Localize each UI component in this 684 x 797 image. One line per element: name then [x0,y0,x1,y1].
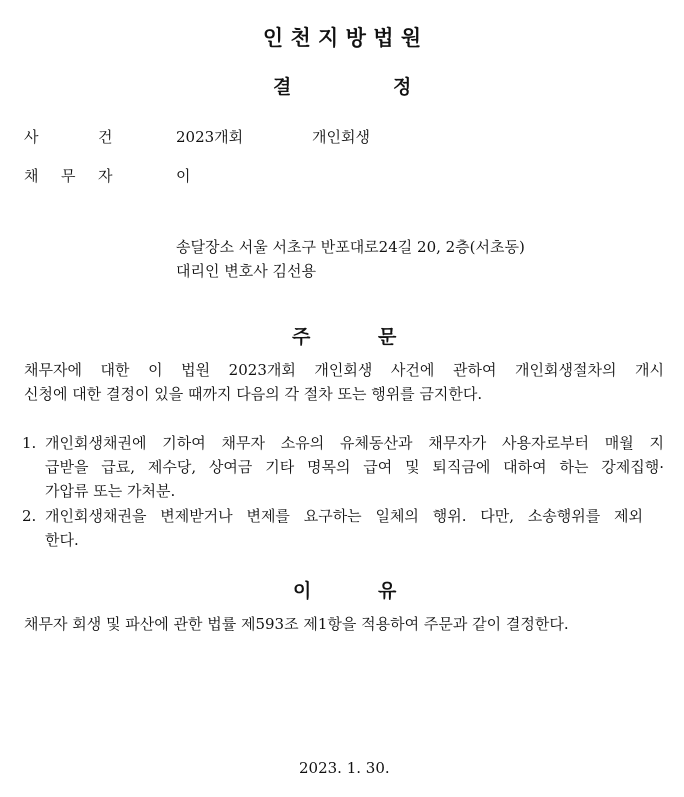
order-item-1-line-3: 가압류 또는 가처분. [45,482,176,500]
doc-type-char-1: 결 [273,76,292,98]
order-item-2-line-2: 한다. [45,531,79,549]
doc-type-char-2: 정 [393,76,412,98]
order-intro-line-2: 신청에 대한 결정이 있을 때까지 다음의 각 절차 또는 행위를 금지한다. [24,385,483,403]
order-item-1-line-1: 개인회생채권에 기하여 채무자 소유의 유체동산과 채무자가 사용자로부터 매월 지 [45,434,664,452]
order-item-1-line-2: 급받을 급료, 제수당, 상여금 기타 명목의 급여 및 퇴직금에 대하여 하는 강제집행· [45,458,664,476]
debtor-label-char-2: 무 [61,167,76,185]
case-label-char-1: 사 [24,128,39,146]
order-intro-line-1: 채무자에 대한 이 법원 2023개회 개인회생 사건에 관하여 개인회생절차의 개시 [24,361,664,379]
agent: 대리인 변호사 김선용 [176,262,316,280]
reason-text: 채무자 회생 및 파산에 관한 법률 제593조 제1항을 적용하여 주문과 같이 결정한다. [24,615,569,633]
order-heading-char-1: 주 [292,326,311,348]
case-label-char-2: 건 [98,128,113,146]
case-number: 2023개회 [176,128,244,146]
court-name: 인 천 지 방 법 원 [262,26,422,50]
service-address: 송달장소 서울 서초구 반포대로24길 20, 2층(서초동) [176,238,525,256]
reason-heading-char-1: 이 [293,580,312,602]
order-item-2-number: 2. [22,507,37,525]
debtor-label-char-3: 자 [98,167,113,185]
case-name: 개인회생 [312,128,370,146]
order-item-2-line-1: 개인회생채권을 변제받거나 변제를 요구하는 일체의 행위. 다만, 소송행위를 제외 [45,507,643,525]
reason-heading-char-2: 유 [378,580,397,602]
decision-date: 2023. 1. 30. [299,759,390,777]
debtor-label-char-1: 채 [24,167,39,185]
debtor-name: 이 [176,167,191,185]
order-item-1-number: 1. [22,434,37,452]
order-heading-char-2: 문 [378,326,397,348]
